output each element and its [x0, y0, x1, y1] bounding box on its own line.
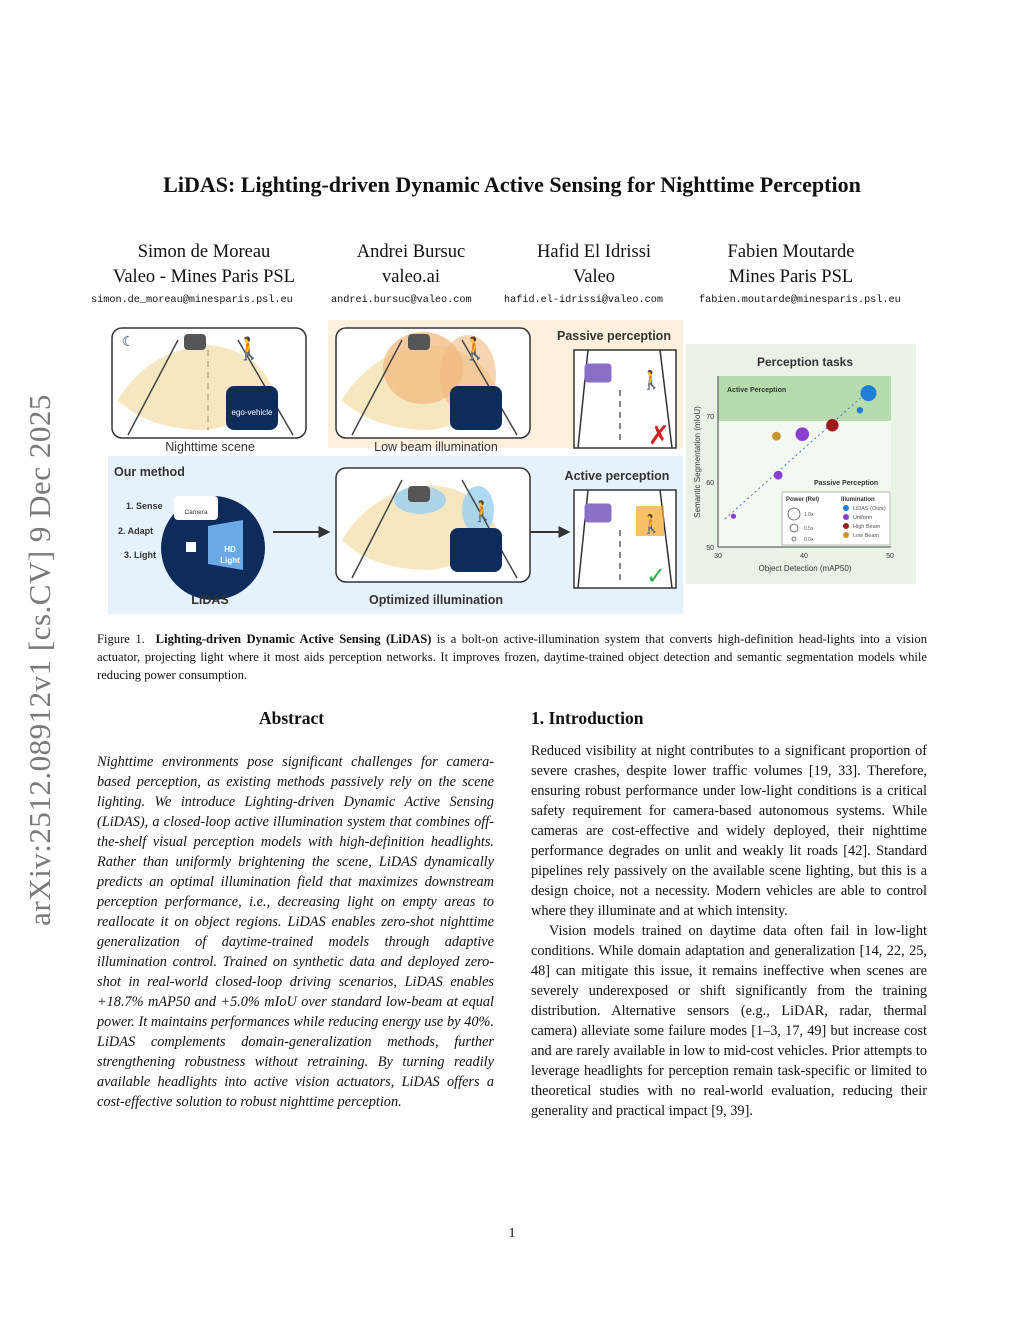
moon-icon: ☾: [122, 333, 135, 349]
author-name: Andrei Bursuc: [356, 242, 466, 262]
x-tick-label: 40: [800, 553, 808, 560]
ego-vehicle-icon: [450, 528, 502, 572]
teaser-figure: [108, 320, 916, 616]
lowbeam-panel: [336, 328, 530, 454]
panel-label: Nighttime scene: [165, 440, 255, 454]
author-affiliation: Mines Paris PSL: [728, 267, 854, 287]
scatter-point: [774, 471, 783, 480]
legend-label: 0.0x: [804, 537, 814, 543]
author-block: [311, 240, 511, 290]
pedestrian-icon: 🚶: [461, 336, 489, 361]
author-block: [494, 240, 694, 290]
hd-label: HD: [224, 545, 236, 554]
author-name: Hafid El Idrissi: [536, 242, 652, 262]
chart-title: Perception tasks: [756, 355, 854, 369]
legend-marker: [843, 514, 849, 520]
panel-label: Optimized illumination: [368, 593, 504, 607]
car-icon: [585, 504, 611, 522]
arxiv-stamp: arXiv:2512.08912v1 [cs.CV] 9 Dec 2025: [22, 394, 57, 926]
step-label: 1. Sense: [126, 501, 163, 511]
scatter-point: [826, 419, 838, 431]
chip-icon: [186, 542, 196, 552]
author-email[interactable]: fabien.moutarde@minesparis.psl.eu: [699, 295, 901, 306]
author-affiliation: valeo.ai: [381, 267, 441, 287]
y-tick-label: 70: [706, 414, 714, 421]
pedestrian-icon: 🚶: [640, 514, 663, 534]
author-block: [104, 240, 304, 290]
scatter-point: [861, 385, 877, 401]
author-email[interactable]: hafid.el-idrissi@valeo.com: [504, 295, 663, 306]
legend-label: LiDAS (Ours): [853, 506, 886, 512]
camera-label: Camera: [184, 509, 208, 516]
legend-label: High Beam: [853, 524, 881, 530]
car-icon: [408, 486, 430, 502]
perception-tasks-chart: [693, 355, 894, 573]
legend-label: 1.0x: [804, 512, 814, 518]
y-axis-label: Semantic Segmentation (mIoU): [693, 406, 702, 518]
intro-paragraph: Reduced visibility at night contributes to a significant proportion of severe crashes, despite lower traffic volumes [19, 33]. Therefore, ensuring robust performance under low-light conditions is a critical safety requirement for camera-based autonomous systems. While cameras are cost-effective and widely deployed, their nighttime performance degrades on unlit and weakly lit roads [42]. Standard pipelines rely passively on the available scene lighting, but this is a design choice, not a necessity. Modern vehicles are able to control where they illuminate and at which intensity.: [531, 743, 927, 919]
step-label: 2. Adapt: [118, 526, 154, 536]
figure-caption: [97, 630, 927, 684]
legend-label: 0.5x: [804, 526, 814, 532]
author-name: Simon de Moreau: [137, 242, 271, 262]
pedestrian-icon: 🚶: [640, 370, 663, 390]
x-axis-label: Object Detection (mAP50): [758, 564, 852, 573]
y-tick-label: 50: [706, 545, 714, 552]
author-affiliation: Valeo: [572, 267, 616, 287]
author-email[interactable]: simon.de_moreau@minesparis.psl.eu: [91, 295, 293, 306]
author-name: Fabien Moutarde: [727, 242, 855, 262]
check-icon: ✓: [646, 563, 667, 590]
intro-paragraph: Vision models trained on daytime data often fail in low-light conditions. While domain adaptation and generalization [14, 22, 25, 48] can mitigate this issue, it remains ineffective when scenes are severely underexposed or shift significantly from the training distribution. Alternative sensors (e.g., LiDAR, radar, thermal camera) alleviate some failure modes [1–3, 17, 49] but increase cost and are rarely available in low to mid-cost vehicles. Prior attempts to leverage headlights for perception remain task-specific or limited to theoretical studies with no real-world evaluation, reducing their generality and practical impact [9, 39].: [531, 923, 927, 1119]
intro-heading: 1. Introduction: [531, 708, 644, 728]
step-label: 3. Light: [124, 550, 156, 560]
camera-icon: [174, 496, 218, 520]
legend-title: Illumination: [841, 497, 875, 503]
caption-bold: Lighting-driven Dynamic Active Sensing (LiDAS): [155, 632, 432, 646]
scatter-point: [731, 514, 736, 519]
ego-vehicle-icon: [450, 386, 502, 430]
pedestrian-icon: 🚶: [235, 336, 263, 361]
legend-marker: [843, 532, 849, 538]
hd-label: Light: [220, 556, 240, 565]
abstract-heading: Abstract: [259, 708, 325, 728]
legend-label: Uniform: [853, 515, 873, 521]
x-tick-label: 50: [886, 553, 894, 560]
page-number: 1: [508, 1226, 516, 1241]
paper-title: LiDAS: Lighting-driven Dynamic Active Sensing for Nighttime Perception: [163, 172, 861, 197]
car-icon: [184, 334, 206, 350]
y-tick-label: 60: [706, 480, 714, 487]
car-icon: [408, 334, 430, 350]
legend-marker: [843, 505, 849, 511]
panel-label: Low beam illumination: [374, 440, 498, 454]
cross-icon: ✗: [648, 420, 670, 450]
scatter-point: [857, 407, 863, 413]
caption-prefix: Figure 1.: [97, 632, 145, 646]
region-label: Passive Perception: [814, 480, 879, 487]
scatter-point: [772, 432, 781, 441]
author-affiliation: Valeo - Mines Paris PSL: [113, 267, 295, 287]
legend-label: Low Beam: [853, 533, 879, 539]
abstract-text: Nighttime environments pose significant challenges for camera-based perception, as existing methods passively rely on the scene lighting. We introduce Lighting-driven Dynamic Active Sensing (LiDAS), a closed-loop active illumination system that combines off-the-shelf visual perception models with high-definition headlights. Rather than uniformly brightening the scene, LiDAS dynamically predicts an optimal illumination field that maximizes downstream perception performance, i.e., decreasing light on empty areas to reallocate it on object regions. LiDAS enables zero-shot nighttime generalization of daytime-trained models through adaptive illumination control. Trained on synthetic data and deployed zero-shot in real-world closed-loop driving scenarios, LiDAS enables +18.7% mAP50 and +5.0% mIoU over standard low-beam at equal power. It maintains performances while reducing energy use by 40%. LiDAS complements domain-generalization methods, further strengthening robustness without retraining. By turning readily available headlights into active vision actuators, LiDAS offers a cost-effective solution to robust nighttime perception.: [97, 754, 494, 1110]
ego-label: ego-vehicle: [231, 408, 273, 417]
scatter-point: [795, 427, 809, 441]
author-email[interactable]: andrei.bursuc@valeo.com: [331, 295, 472, 306]
panel-label: Passive perception: [557, 329, 671, 343]
nighttime-scene-panel: [112, 328, 306, 454]
legend-title: Power (Rel): [786, 497, 820, 503]
x-tick-label: 30: [714, 553, 722, 560]
author-block: [691, 240, 891, 290]
our-method-label: Our method: [114, 465, 185, 479]
caption-text: is a bolt-on active-illumination system that converts high-definition head-lights into a vision actuator, projecting light where it most aids perception networks. It improves frozen, daytime-trained object detection and semantic segmentation models while reducing power consumption.: [97, 632, 928, 682]
car-icon: [585, 364, 611, 382]
figure-svg: [108, 320, 916, 616]
legend-marker: [843, 523, 849, 529]
panel-label: Active perception: [564, 469, 670, 483]
intro-body: [531, 741, 927, 1121]
pedestrian-icon: 🚶: [470, 501, 495, 523]
region-label: Active Perception: [727, 387, 787, 394]
lidas-label: LiDAS: [191, 593, 229, 607]
